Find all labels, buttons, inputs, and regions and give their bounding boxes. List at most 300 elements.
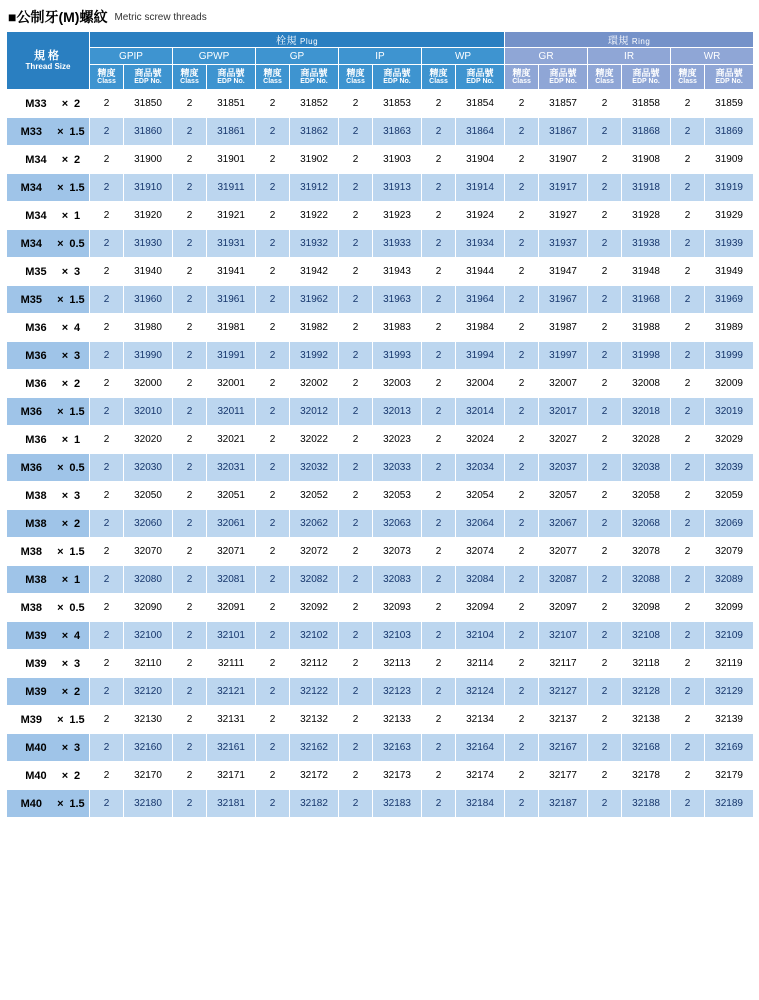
- edp-no-cell: 32083: [373, 566, 422, 594]
- class-cell: 2: [671, 146, 705, 174]
- thread-size-multiplier: ×: [61, 209, 69, 222]
- thread-size-designation: M39: [20, 713, 43, 726]
- edp-no-cell: 31947: [539, 258, 588, 286]
- class-cell: 2: [173, 706, 207, 734]
- table-row: [7, 482, 754, 510]
- class-cell: 2: [671, 594, 705, 622]
- edp-no-cell: 31963: [373, 286, 422, 314]
- class-cell: 2: [90, 426, 124, 454]
- edp-no-cell: 32092: [290, 594, 339, 622]
- edp-no-cell: 31919: [705, 174, 754, 202]
- thread-size-designation: M38: [20, 545, 43, 558]
- class-cell: 2: [422, 594, 456, 622]
- class-cell: 2: [339, 538, 373, 566]
- subgroup-header-wr: WR: [671, 48, 754, 65]
- edp-no-cell: 31989: [705, 314, 754, 342]
- edp-no-cell: 31860: [124, 118, 173, 146]
- thread-pitch: 1.5: [69, 713, 85, 726]
- thread-size-cell: [7, 538, 90, 566]
- class-cell: 2: [339, 286, 373, 314]
- column-header-edp: 商品號 EDP No.: [622, 65, 671, 90]
- table-row: [7, 90, 754, 118]
- column-header-class: 精度 Class: [339, 65, 373, 90]
- class-cell: 2: [588, 734, 622, 762]
- class-cell: 2: [90, 538, 124, 566]
- class-cell: 2: [256, 398, 290, 426]
- edp-no-cell: 31962: [290, 286, 339, 314]
- edp-no-cell: 31924: [456, 202, 505, 230]
- thread-pitch: 1.5: [69, 181, 85, 194]
- thread-size-multiplier: ×: [61, 573, 69, 586]
- class-cell: 2: [588, 538, 622, 566]
- class-cell: 2: [671, 370, 705, 398]
- class-cell: 2: [256, 594, 290, 622]
- thread-size-designation: M33: [20, 125, 43, 138]
- table-row: [7, 286, 754, 314]
- edp-no-cell: 31914: [456, 174, 505, 202]
- class-cell: 2: [422, 790, 456, 818]
- class-cell: 2: [339, 398, 373, 426]
- class-cell: 2: [90, 314, 124, 342]
- edp-no-cell: 31933: [373, 230, 422, 258]
- thread-size-multiplier: ×: [61, 433, 69, 446]
- class-cell: 2: [256, 790, 290, 818]
- thread-size-multiplier: ×: [61, 685, 69, 698]
- edp-no-cell: 31904: [456, 146, 505, 174]
- class-cell: 2: [671, 398, 705, 426]
- edp-no-cell: 32130: [124, 706, 173, 734]
- class-cell: 2: [505, 342, 539, 370]
- thread-size-multiplier: ×: [57, 181, 64, 194]
- thread-size-header-jp: 規格: [34, 49, 62, 62]
- class-cell: 2: [173, 454, 207, 482]
- class-cell: 2: [588, 762, 622, 790]
- edp-no-cell: 32052: [290, 482, 339, 510]
- class-cell: 2: [90, 622, 124, 650]
- class-cell: 2: [588, 510, 622, 538]
- thread-pitch: 0.5: [69, 237, 85, 250]
- edp-no-cell: 32180: [124, 790, 173, 818]
- edp-no-cell: 32010: [124, 398, 173, 426]
- edp-no-cell: 32034: [456, 454, 505, 482]
- class-cell: 2: [422, 230, 456, 258]
- class-cell: 2: [671, 790, 705, 818]
- edp-no-cell: 32059: [705, 482, 754, 510]
- thread-size-designation: M36: [25, 377, 47, 390]
- class-cell: 2: [422, 762, 456, 790]
- edp-no-cell: 32018: [622, 398, 671, 426]
- thread-pitch: 1: [73, 209, 81, 222]
- table-row: [7, 734, 754, 762]
- thread-size-multiplier: ×: [61, 489, 69, 502]
- edp-no-cell: 31982: [290, 314, 339, 342]
- class-cell: 2: [90, 202, 124, 230]
- thread-pitch: 3: [73, 657, 81, 670]
- edp-no-cell: 31991: [207, 342, 256, 370]
- class-cell: 2: [173, 202, 207, 230]
- class-cell: 2: [173, 734, 207, 762]
- edp-no-cell: 32138: [622, 706, 671, 734]
- edp-no-cell: 32039: [705, 454, 754, 482]
- column-header-class: 精度 Class: [505, 65, 539, 90]
- class-cell: 2: [422, 566, 456, 594]
- group-header-ring-jp: 環規: [607, 36, 629, 47]
- edp-no-cell: 32050: [124, 482, 173, 510]
- edp-no-cell: 32078: [622, 538, 671, 566]
- thread-size-cell: [7, 258, 90, 286]
- class-cell: 2: [505, 790, 539, 818]
- class-cell: 2: [671, 314, 705, 342]
- thread-size-cell: [7, 790, 90, 818]
- class-cell: 2: [339, 650, 373, 678]
- edp-no-cell: 31920: [124, 202, 173, 230]
- edp-no-cell: 32091: [207, 594, 256, 622]
- class-cell: 2: [671, 566, 705, 594]
- group-header-ring-en: Ring: [631, 37, 651, 46]
- edp-no-cell: 32057: [539, 482, 588, 510]
- thread-pitch: 3: [73, 349, 81, 362]
- edp-no-cell: 31917: [539, 174, 588, 202]
- thread-size-multiplier: ×: [57, 601, 64, 614]
- class-cell: 2: [505, 510, 539, 538]
- edp-no-cell: 31853: [373, 90, 422, 118]
- class-cell: 2: [173, 650, 207, 678]
- thread-size-cell: [7, 370, 90, 398]
- class-cell: 2: [173, 370, 207, 398]
- thread-size-multiplier: ×: [61, 265, 69, 278]
- class-cell: 2: [173, 258, 207, 286]
- edp-no-cell: 31901: [207, 146, 256, 174]
- class-cell: 2: [588, 370, 622, 398]
- thread-size-multiplier: ×: [61, 349, 69, 362]
- edp-no-cell: 31940: [124, 258, 173, 286]
- class-cell: 2: [339, 482, 373, 510]
- class-cell: 2: [339, 510, 373, 538]
- group-header-ring: [505, 32, 754, 48]
- thread-size-multiplier: ×: [61, 657, 69, 670]
- class-cell: 2: [505, 146, 539, 174]
- edp-no-cell: 32097: [539, 594, 588, 622]
- subgroup-header-gpip: GPIP: [90, 48, 173, 65]
- edp-no-cell: 32162: [290, 734, 339, 762]
- edp-no-cell: 32079: [705, 538, 754, 566]
- table-row: [7, 566, 754, 594]
- thread-size-cell: [7, 314, 90, 342]
- class-cell: 2: [90, 90, 124, 118]
- edp-no-cell: 32173: [373, 762, 422, 790]
- edp-no-cell: 32118: [622, 650, 671, 678]
- edp-no-cell: 31997: [539, 342, 588, 370]
- edp-no-cell: 32184: [456, 790, 505, 818]
- column-header-edp: 商品號 EDP No.: [207, 65, 256, 90]
- edp-no-cell: 31948: [622, 258, 671, 286]
- edp-no-cell: 31850: [124, 90, 173, 118]
- edp-no-cell: 32020: [124, 426, 173, 454]
- edp-no-cell: 31913: [373, 174, 422, 202]
- edp-no-cell: 31967: [539, 286, 588, 314]
- edp-no-cell: 32107: [539, 622, 588, 650]
- edp-no-cell: 32131: [207, 706, 256, 734]
- edp-no-cell: 32071: [207, 538, 256, 566]
- class-cell: 2: [339, 790, 373, 818]
- class-cell: 2: [422, 370, 456, 398]
- edp-no-cell: 31981: [207, 314, 256, 342]
- class-cell: 2: [90, 174, 124, 202]
- edp-no-cell: 31931: [207, 230, 256, 258]
- class-cell: 2: [588, 398, 622, 426]
- thread-pitch: 1.5: [69, 405, 85, 418]
- table-row: [7, 118, 754, 146]
- table-row: [7, 230, 754, 258]
- edp-no-cell: 31938: [622, 230, 671, 258]
- table-row: [7, 678, 754, 706]
- thread-size-designation: M35: [25, 265, 47, 278]
- edp-no-cell: 31854: [456, 90, 505, 118]
- thread-size-designation: M36: [25, 349, 47, 362]
- header-row-groups: [7, 32, 754, 48]
- class-cell: 2: [173, 426, 207, 454]
- edp-no-cell: 31941: [207, 258, 256, 286]
- class-cell: 2: [90, 118, 124, 146]
- column-header-edp: [124, 65, 173, 90]
- class-cell: 2: [588, 146, 622, 174]
- edp-no-cell: 32124: [456, 678, 505, 706]
- column-header-edp: 商品號 EDP No.: [373, 65, 422, 90]
- class-cell: 2: [256, 426, 290, 454]
- class-cell: 2: [256, 762, 290, 790]
- thread-size-designation: M38: [20, 601, 43, 614]
- column-header-class: 精度 Class: [671, 65, 705, 90]
- class-cell: 2: [90, 370, 124, 398]
- table-row: [7, 258, 754, 286]
- class-cell: 2: [505, 678, 539, 706]
- class-cell: 2: [422, 426, 456, 454]
- class-cell: 2: [256, 118, 290, 146]
- edp-no-cell: 32068: [622, 510, 671, 538]
- edp-no-cell: 31988: [622, 314, 671, 342]
- edp-no-cell: 32171: [207, 762, 256, 790]
- edp-no-cell: 32032: [290, 454, 339, 482]
- edp-no-cell: 31907: [539, 146, 588, 174]
- class-cell: 2: [173, 174, 207, 202]
- class-cell: 2: [173, 146, 207, 174]
- class-cell: 2: [588, 258, 622, 286]
- class-cell: 2: [173, 538, 207, 566]
- edp-no-cell: 31939: [705, 230, 754, 258]
- edp-no-cell: 31911: [207, 174, 256, 202]
- class-cell: 2: [90, 230, 124, 258]
- edp-no-cell: 32053: [373, 482, 422, 510]
- thread-size-multiplier: ×: [61, 153, 69, 166]
- class-cell: 2: [422, 678, 456, 706]
- class-cell: 2: [422, 482, 456, 510]
- group-header-plug-en: Plug: [300, 37, 319, 46]
- table-row: [7, 622, 754, 650]
- class-cell: 2: [671, 342, 705, 370]
- edp-no-cell: 32189: [705, 790, 754, 818]
- class-cell: 2: [588, 454, 622, 482]
- class-cell: 2: [339, 230, 373, 258]
- page-title: [6, 8, 753, 31]
- edp-no-cell: 32069: [705, 510, 754, 538]
- class-cell: 2: [505, 734, 539, 762]
- edp-no-cell: 31944: [456, 258, 505, 286]
- class-cell: 2: [588, 622, 622, 650]
- edp-no-cell: 32167: [539, 734, 588, 762]
- class-cell: 2: [422, 398, 456, 426]
- thread-size-cell: [7, 202, 90, 230]
- thread-size-cell: [7, 566, 90, 594]
- class-cell: 2: [505, 594, 539, 622]
- class-cell: 2: [173, 482, 207, 510]
- subgroup-header-gr: GR: [505, 48, 588, 65]
- thread-size-designation: M34: [20, 181, 43, 194]
- edp-no-cell: 32067: [539, 510, 588, 538]
- edp-no-cell: 32037: [539, 454, 588, 482]
- class-cell: 2: [671, 454, 705, 482]
- thread-size-multiplier: ×: [57, 293, 64, 306]
- column-header-edp: 商品號 EDP No.: [705, 65, 754, 90]
- thread-size-multiplier: ×: [57, 405, 64, 418]
- thread-size-multiplier: ×: [61, 517, 69, 530]
- class-cell: 2: [422, 258, 456, 286]
- class-cell: 2: [90, 594, 124, 622]
- class-cell: 2: [505, 566, 539, 594]
- thread-pitch: 2: [73, 517, 81, 530]
- header-row-subgroups: [7, 48, 754, 65]
- column-header-class: 精度 Class: [588, 65, 622, 90]
- thread-pitch: 1: [73, 573, 81, 586]
- table-row: [7, 398, 754, 426]
- table-row: [7, 202, 754, 230]
- class-cell: 2: [90, 706, 124, 734]
- thread-pitch: 1.5: [69, 293, 85, 306]
- column-header-class: 精度 Class: [256, 65, 290, 90]
- class-cell: 2: [588, 566, 622, 594]
- thread-pitch: 3: [73, 489, 81, 502]
- edp-no-cell: 31934: [456, 230, 505, 258]
- thread-pitch: 2: [73, 769, 81, 782]
- edp-no-cell: 32134: [456, 706, 505, 734]
- edp-no-cell: 32017: [539, 398, 588, 426]
- subgroup-header-gpwp: GPWP: [173, 48, 256, 65]
- edp-no-cell: 32063: [373, 510, 422, 538]
- edp-no-cell: 31942: [290, 258, 339, 286]
- edp-no-cell: 31900: [124, 146, 173, 174]
- thread-size-cell: [7, 174, 90, 202]
- class-cell: 2: [422, 202, 456, 230]
- edp-no-cell: 31922: [290, 202, 339, 230]
- edp-no-cell: 32027: [539, 426, 588, 454]
- table-header: [7, 32, 754, 90]
- class-cell: 2: [588, 790, 622, 818]
- class-cell: 2: [505, 482, 539, 510]
- edp-no-cell: 31851: [207, 90, 256, 118]
- edp-no-cell: 31928: [622, 202, 671, 230]
- edp-no-cell: 32112: [290, 650, 339, 678]
- class-cell: 2: [588, 650, 622, 678]
- thread-size-multiplier: ×: [57, 545, 64, 558]
- class-cell: 2: [90, 482, 124, 510]
- class-cell: 2: [505, 314, 539, 342]
- edp-no-cell: 32100: [124, 622, 173, 650]
- class-cell: 2: [505, 90, 539, 118]
- class-cell: 2: [256, 538, 290, 566]
- edp-no-cell: 32127: [539, 678, 588, 706]
- thread-pitch: 0.5: [69, 601, 85, 614]
- thread-pitch: 3: [73, 741, 81, 754]
- edp-no-cell: 32111: [207, 650, 256, 678]
- thread-size-cell: [7, 678, 90, 706]
- class-cell: 2: [588, 174, 622, 202]
- edp-no-cell: 32133: [373, 706, 422, 734]
- edp-no-cell: 32008: [622, 370, 671, 398]
- subgroup-header-ir: IR: [588, 48, 671, 65]
- edp-no-cell: 32160: [124, 734, 173, 762]
- class-cell: 2: [339, 314, 373, 342]
- edp-no-cell: 31868: [622, 118, 671, 146]
- edp-no-cell: 31960: [124, 286, 173, 314]
- class-cell: 2: [505, 202, 539, 230]
- edp-no-cell: 32129: [705, 678, 754, 706]
- thread-pitch: 2: [73, 97, 81, 110]
- thread-size-cell: [7, 650, 90, 678]
- class-cell: 2: [339, 90, 373, 118]
- thread-pitch: 1.5: [69, 545, 85, 558]
- edp-no-cell: 31949: [705, 258, 754, 286]
- class-cell: 2: [256, 510, 290, 538]
- edp-no-cell: 32030: [124, 454, 173, 482]
- class-cell: 2: [671, 230, 705, 258]
- edp-no-cell: 32120: [124, 678, 173, 706]
- class-cell: 2: [671, 734, 705, 762]
- edp-no-cell: 31862: [290, 118, 339, 146]
- thread-pitch: 2: [73, 377, 81, 390]
- thread-size-multiplier: ×: [57, 461, 64, 474]
- class-cell: 2: [588, 706, 622, 734]
- edp-no-cell: 31863: [373, 118, 422, 146]
- class-cell: 2: [256, 566, 290, 594]
- edp-no-cell: 32074: [456, 538, 505, 566]
- class-cell: 2: [256, 622, 290, 650]
- edp-no-cell: 32094: [456, 594, 505, 622]
- class-cell: 2: [339, 118, 373, 146]
- edp-no-cell: 32004: [456, 370, 505, 398]
- edp-no-cell: 32007: [539, 370, 588, 398]
- edp-no-cell: 32060: [124, 510, 173, 538]
- class-cell: 2: [505, 762, 539, 790]
- edp-no-cell: 32054: [456, 482, 505, 510]
- edp-no-cell: 31998: [622, 342, 671, 370]
- edp-no-cell: 31861: [207, 118, 256, 146]
- class-cell: 2: [173, 118, 207, 146]
- class-cell: 2: [588, 482, 622, 510]
- class-cell: 2: [671, 426, 705, 454]
- edp-no-cell: 32064: [456, 510, 505, 538]
- class-cell: 2: [422, 510, 456, 538]
- class-cell: 2: [422, 454, 456, 482]
- thread-size-cell: [7, 734, 90, 762]
- thread-size-multiplier: ×: [61, 377, 69, 390]
- table-row: [7, 426, 754, 454]
- class-cell: 2: [588, 118, 622, 146]
- column-header-edp: 商品號 EDP No.: [456, 65, 505, 90]
- edp-no-cell: 32013: [373, 398, 422, 426]
- class-cell: 2: [339, 734, 373, 762]
- edp-no-cell: 31869: [705, 118, 754, 146]
- class-cell: 2: [256, 314, 290, 342]
- thread-size-multiplier: ×: [61, 321, 69, 334]
